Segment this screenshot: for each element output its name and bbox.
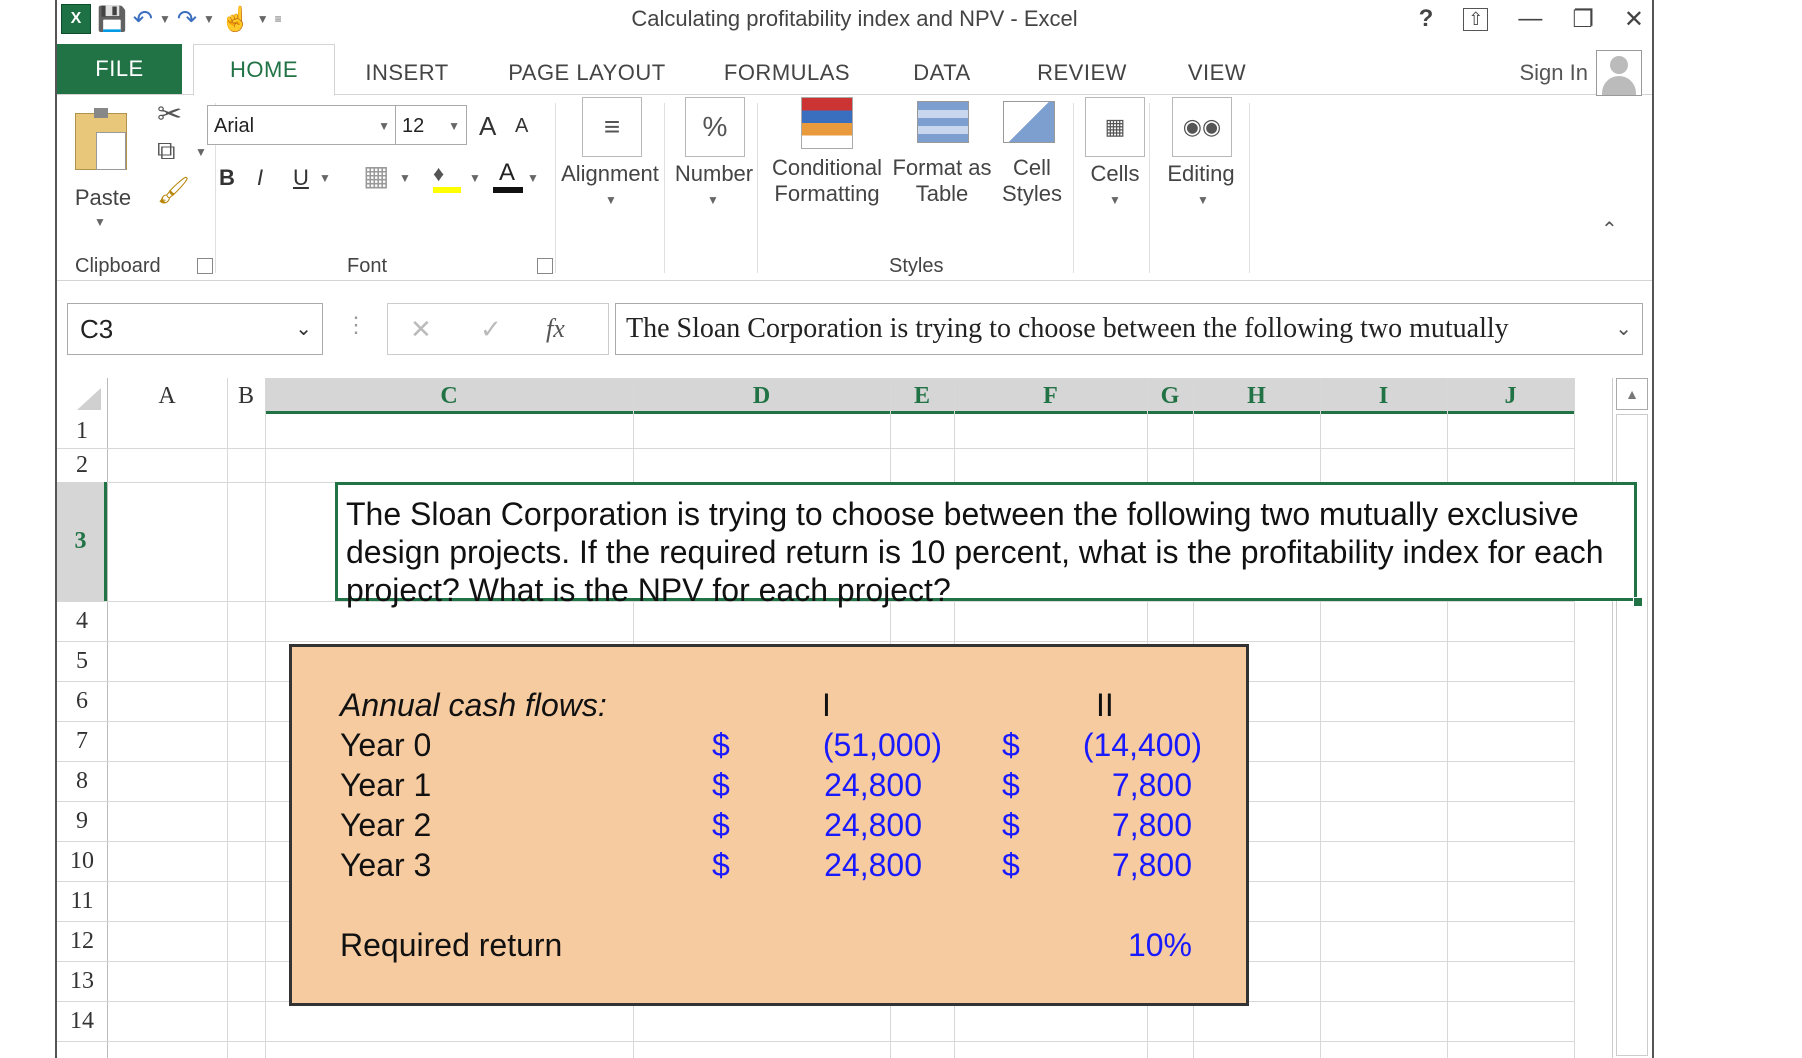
column-header-i[interactable]: I [1320, 378, 1447, 414]
year-0-currency-ii: $ [1002, 727, 1020, 763]
customize-qat-icon[interactable]: ≡ [274, 12, 282, 26]
font-color-dropdown-icon[interactable]: ▼ [527, 171, 539, 185]
font-group-label: Font [347, 255, 388, 277]
fill-handle[interactable] [1633, 597, 1643, 607]
copy-icon[interactable]: ⧉ [157, 135, 176, 165]
window-title: Calculating profitability index and NPV - Excel [631, 6, 1078, 31]
conditional-formatting-label-2[interactable]: Formatting [774, 181, 880, 206]
formula-bar-buttons [387, 303, 609, 355]
row-header-14[interactable]: 14 [70, 1008, 94, 1034]
cut-icon[interactable]: ✂ [157, 98, 183, 131]
row-header-5[interactable]: 5 [76, 648, 88, 674]
clipboard-group-label: Clipboard [75, 255, 161, 277]
font-name-value: Arial [214, 115, 255, 137]
tab-view[interactable]: VIEW [1187, 60, 1247, 85]
alignment-icon[interactable]: ≡ [582, 97, 642, 157]
underline-button[interactable]: U [293, 165, 309, 190]
format-as-table-icon[interactable] [917, 101, 969, 143]
column-header-j[interactable]: J [1447, 378, 1574, 414]
year-1-value-i: 24,800 [824, 767, 922, 803]
year-3-label: Year 3 [340, 847, 432, 883]
year-0-value-ii: (14,400) [1082, 727, 1202, 763]
tab-home[interactable]: HOME [193, 44, 335, 96]
row-header-7[interactable]: 7 [76, 728, 88, 754]
chevron-down-icon: ▼ [448, 119, 460, 133]
year-0-value-i: (51,000) [822, 727, 942, 763]
font-color-icon[interactable]: A [493, 159, 523, 193]
undo-icon[interactable]: ↶ [132, 5, 153, 33]
row-header-11[interactable]: 11 [70, 888, 94, 914]
year-3-value-i: 24,800 [824, 847, 922, 883]
year-1-currency-ii: $ [1002, 767, 1020, 803]
format-painter-icon[interactable]: 🖌 [157, 175, 191, 205]
conditional-formatting-icon[interactable] [801, 97, 853, 149]
year-1-value-ii: 7,800 [1111, 767, 1192, 803]
borders-icon[interactable]: ▦ [363, 160, 390, 191]
tab-data[interactable]: DATA [913, 60, 971, 85]
title-bar [57, 0, 1652, 38]
styles-group-label: Styles [889, 255, 944, 277]
tab-file[interactable]: FILE [57, 44, 182, 94]
editing-dropdown-icon[interactable]: ▼ [1197, 193, 1209, 207]
row-header-13[interactable]: 13 [70, 968, 94, 994]
redo-icon[interactable]: ↷ [176, 5, 197, 33]
copy-dropdown-icon[interactable]: ▼ [195, 145, 207, 159]
column-header-f[interactable]: F [954, 378, 1147, 414]
row-header-12[interactable]: 12 [70, 928, 94, 954]
font-size-value: 12 [402, 115, 425, 137]
italic-button[interactable]: I [257, 165, 264, 190]
select-all-corner[interactable] [77, 388, 101, 410]
year-3-currency-i: $ [712, 847, 730, 883]
window-controls [1419, 2, 1644, 36]
cells-button-label[interactable]: Cells [1090, 161, 1140, 186]
ribbon-display-options-icon[interactable]: ⇧ [1463, 8, 1488, 31]
c3-text-line-3: project? What is the NPV for each project? [346, 572, 951, 608]
percent-symbol: % [702, 111, 728, 142]
row-header-3[interactable]: 3 [57, 482, 107, 601]
paste-dropdown-icon[interactable]: ▼ [94, 215, 106, 229]
cell-styles-label-2[interactable]: Styles [1002, 181, 1062, 206]
minimize-icon[interactable]: — [1518, 5, 1543, 32]
year-3-value-ii: 7,800 [1111, 847, 1192, 883]
annual-cash-flows-label: Annual cash flows: [340, 687, 607, 723]
binoculars-icon[interactable]: ◉◉ [1172, 97, 1232, 157]
alignment-dropdown-icon[interactable]: ▼ [605, 193, 617, 207]
year-2-label: Year 2 [340, 807, 432, 843]
font-size-combo[interactable] [395, 105, 467, 145]
tab-page-layout[interactable]: PAGE LAYOUT [508, 60, 666, 85]
formula-bar-resize-icon[interactable]: ⋮ [345, 312, 367, 337]
column-header-b[interactable]: B [237, 383, 254, 409]
row-header-6[interactable]: 6 [76, 688, 88, 714]
touch-dropdown-icon[interactable]: ▼ [256, 12, 269, 26]
required-return-label: Required return [340, 927, 563, 963]
column-header-d[interactable]: D [633, 378, 890, 414]
year-2-currency-i: $ [712, 807, 730, 843]
c3-text-line-1: The Sloan Corporation is trying to choose between the following two mutually exclusive [346, 496, 1579, 532]
scroll-up-icon[interactable]: ▲ [1616, 378, 1648, 410]
vertical-scrollbar[interactable] [1612, 378, 1649, 1058]
column-header-a[interactable]: A [158, 383, 176, 409]
help-button[interactable]: ? [1418, 5, 1434, 32]
grow-font-button[interactable]: A [479, 111, 497, 141]
touch-mode-icon[interactable]: ☝ [220, 5, 251, 33]
underline-dropdown-icon[interactable]: ▼ [319, 171, 331, 185]
year-2-value-i: 24,800 [824, 807, 922, 843]
tab-insert[interactable]: INSERT [365, 60, 449, 85]
avatar [1596, 50, 1642, 96]
cancel-entry-icon[interactable]: ✕ [410, 314, 432, 344]
paste-button-label[interactable]: Paste [74, 185, 132, 210]
cells-dropdown-icon[interactable]: ▼ [1109, 193, 1121, 207]
borders-dropdown-icon[interactable]: ▼ [399, 171, 411, 185]
confirm-entry-icon[interactable]: ✓ [480, 314, 502, 344]
insert-function-button[interactable]: fx [546, 314, 565, 343]
tab-formulas[interactable]: FORMULAS [723, 60, 851, 85]
chevron-down-icon: ⌄ [295, 318, 312, 340]
name-box[interactable] [67, 303, 323, 355]
c3-text-line-2: design projects. If the required return is 10 percent, what is the profitability index for each [346, 534, 1604, 570]
ribbon-tabs [57, 44, 1652, 95]
tab-review[interactable]: REVIEW [1037, 60, 1127, 85]
percent-icon[interactable] [685, 97, 745, 157]
number-dropdown-icon[interactable]: ▼ [707, 193, 719, 207]
row-header-8[interactable]: 8 [76, 768, 88, 794]
conditional-formatting-label-1[interactable]: Conditional [771, 155, 883, 180]
cell-styles-label-1[interactable]: Cell [1013, 155, 1051, 180]
ribbon-home [57, 95, 1652, 281]
cash-flow-box [289, 644, 1249, 1006]
project-i-header: I [822, 687, 831, 723]
row-header-1[interactable]: 1 [76, 418, 88, 444]
cell-c3[interactable] [335, 482, 1637, 608]
sign-in-label: Sign In [1519, 60, 1588, 85]
number-button-label[interactable]: Number [674, 161, 754, 186]
required-return-value: 10% [1127, 927, 1192, 963]
year-2-value-ii: 7,800 [1111, 807, 1192, 843]
column-header-e[interactable]: E [890, 378, 954, 414]
row-header-9[interactable]: 9 [76, 808, 88, 834]
column-header-c[interactable]: C [265, 378, 633, 414]
fill-dropdown-icon[interactable]: ▼ [469, 171, 481, 185]
redo-dropdown-icon[interactable]: ▼ [203, 12, 215, 26]
chevron-down-icon: ▼ [378, 119, 390, 133]
sign-in[interactable] [1520, 50, 1643, 96]
bold-button[interactable]: B [219, 165, 235, 190]
collapse-ribbon-icon[interactable]: ⌃ [1601, 219, 1618, 241]
shrink-font-button[interactable]: A [515, 115, 529, 137]
paste-icon[interactable] [75, 113, 127, 170]
close-icon[interactable]: ✕ [1623, 5, 1644, 33]
year-1-label: Year 1 [340, 767, 432, 803]
format-as-table-label-1[interactable]: Format as [892, 155, 992, 180]
clipboard-launcher-icon[interactable] [197, 258, 213, 274]
row-header-2[interactable]: 2 [76, 452, 88, 478]
font-name-combo[interactable] [207, 105, 397, 145]
undo-dropdown-icon[interactable]: ▼ [159, 12, 171, 26]
year-1-currency-i: $ [712, 767, 730, 803]
year-0-currency-i: $ [712, 727, 730, 763]
restore-icon[interactable]: ❐ [1572, 5, 1594, 33]
cells-icon[interactable]: ▦ [1085, 97, 1145, 157]
column-header-g[interactable]: G [1147, 378, 1193, 414]
formula-input[interactable] [615, 303, 1643, 355]
column-header-h[interactable]: H [1193, 378, 1320, 414]
expand-formula-bar-icon[interactable]: ⌄ [1615, 318, 1632, 340]
excel-window [55, 0, 1654, 1058]
row-header-4[interactable]: 4 [76, 608, 88, 634]
font-launcher-icon[interactable] [537, 258, 553, 274]
formula-content: The Sloan Corporation is trying to choose between the following two mutually [626, 313, 1509, 344]
excel-logo-icon: X [61, 4, 91, 34]
name-box-value: C3 [80, 314, 114, 344]
year-2-currency-ii: $ [1002, 807, 1020, 843]
year-0-label: Year 0 [340, 727, 432, 763]
alignment-button-label[interactable]: Alignment [561, 161, 659, 186]
year-3-currency-ii: $ [1002, 847, 1020, 883]
editing-button-label[interactable]: Editing [1167, 161, 1235, 186]
fill-color-icon[interactable]: ♦ [433, 161, 461, 189]
cell-styles-icon[interactable] [1003, 101, 1055, 143]
project-ii-header: II [1096, 687, 1114, 723]
format-as-table-label-2[interactable]: Table [915, 181, 969, 206]
save-icon[interactable]: 💾 [97, 5, 127, 33]
row-header-10[interactable]: 10 [70, 848, 94, 874]
